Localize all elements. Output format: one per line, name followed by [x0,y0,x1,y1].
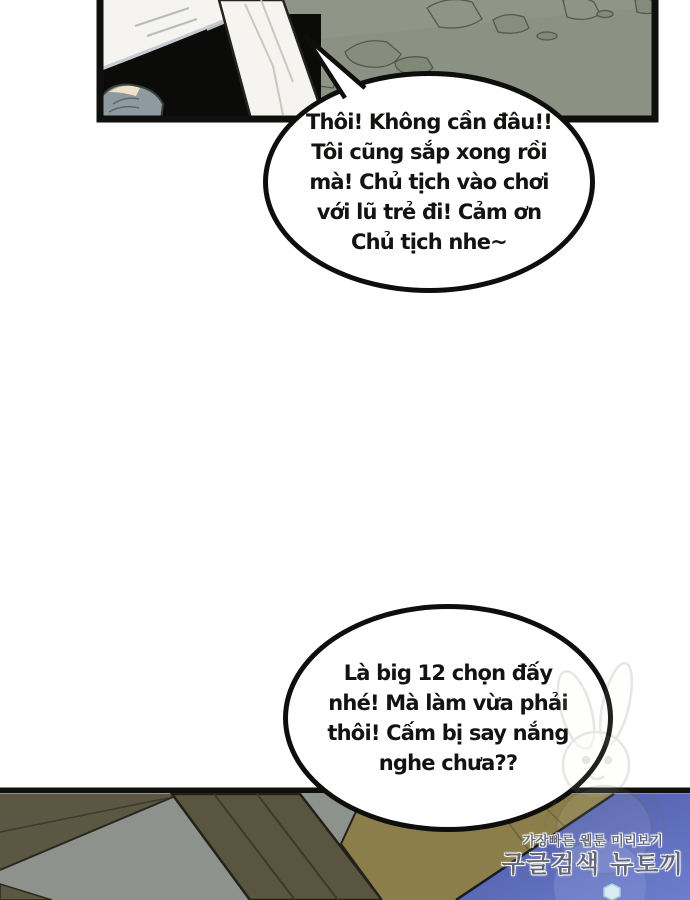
gem-icon [604,884,620,900]
bubble-text-line: với lũ trẻ đi! Cảm ơn [316,200,542,224]
bubble-text-line: Tôi cũng sắp xong rồi [311,140,547,164]
bubble-text-line: thôi! Cấm bị say nắng [327,721,569,745]
bubble-text-line: nghe chưa?? [378,751,518,775]
watermark-text-small: 가장빠른 웹툰 미리보기 [522,834,664,849]
bubble-text-line: Chủ tịch nhe~ [351,230,507,254]
watermark-text-large: 구글검색 뉴토끼 [501,850,685,878]
bubble-text-line: Thôi! Không cần đâu!! [305,110,553,134]
bubble-text-line: Là big 12 chọn đấy [343,661,553,685]
kneeling-figure [101,0,323,119]
bubble-text-line: nhé! Mà làm vừa phải [328,691,568,715]
speech-bubble-tail [295,26,385,111]
bubble-text-line: mà! Chủ tịch vào chơi [309,170,549,194]
